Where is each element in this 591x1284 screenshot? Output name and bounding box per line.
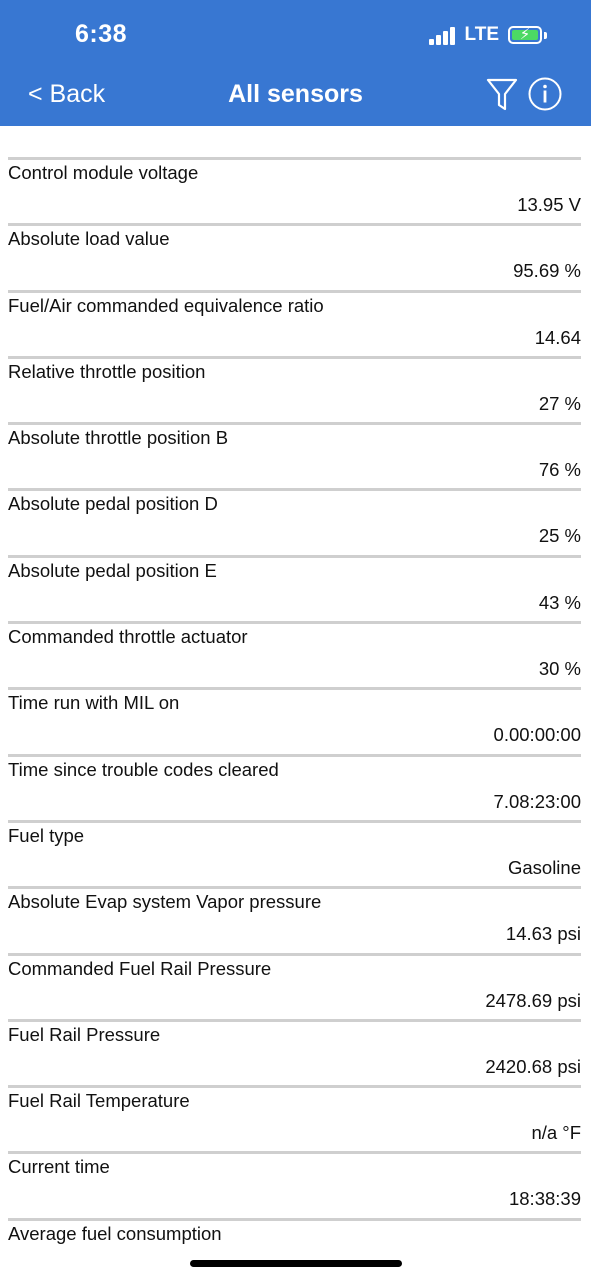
sensor-row[interactable]: [8, 1218, 581, 1284]
status-icons: [429, 22, 547, 48]
sensor-label: Fuel/Air commanded equivalence ratio: [8, 294, 324, 316]
battery-cap: [544, 32, 547, 39]
charging-bolt-icon: ⚡: [519, 26, 531, 43]
sensor-label: Fuel type: [8, 824, 85, 846]
sensor-row[interactable]: [8, 1151, 581, 1217]
battery-icon: [508, 26, 542, 44]
sensor-label: Relative throttle position: [8, 360, 206, 382]
sensor-label: Absolute load value: [8, 228, 170, 250]
sensor-row[interactable]: [8, 621, 581, 687]
sensor-row[interactable]: [8, 488, 581, 554]
network-type: LTE: [464, 24, 499, 45]
sensor-label: Absolute pedal position D: [8, 493, 218, 515]
sensor-row[interactable]: [8, 886, 581, 952]
sensor-row[interactable]: [8, 953, 581, 1019]
sensor-value: 14.63 psi: [505, 923, 581, 945]
sensor-value: 30 %: [538, 658, 581, 680]
sensor-value: 2420.68 psi: [485, 1055, 581, 1077]
sensor-value: 2478.69 psi: [485, 989, 581, 1011]
sensor-label: Current time: [8, 1156, 110, 1178]
sensor-label: Average fuel consumption: [8, 1222, 222, 1244]
sensor-label: Control module voltage: [8, 162, 199, 183]
sensor-value: 18:38:39: [508, 1188, 581, 1210]
sensor-row[interactable]: [8, 223, 581, 289]
info-icon[interactable]: [528, 77, 562, 111]
sensor-value: 27 %: [538, 392, 581, 414]
sensor-label: Fuel Rail Pressure: [8, 1023, 161, 1045]
status-time: 6:38: [75, 20, 128, 48]
sensor-row[interactable]: [8, 356, 581, 422]
sensor-value: 7.08:23:00: [493, 790, 581, 812]
home-indicator[interactable]: [190, 1260, 402, 1267]
sensor-list[interactable]: [0, 157, 591, 1244]
back-button[interactable]: < Back: [28, 80, 106, 108]
sensor-row[interactable]: [8, 555, 581, 621]
sensor-value: 76 %: [538, 459, 581, 481]
sensor-value: 0.00:00:00: [493, 724, 581, 746]
sensor-value: 25 %: [538, 525, 581, 547]
sensor-row[interactable]: [8, 157, 581, 223]
page-title: All sensors: [228, 80, 363, 108]
sensor-label: Absolute throttle position B: [8, 427, 229, 449]
sensor-label: Fuel Rail Temperature: [8, 1090, 190, 1112]
sensor-row[interactable]: [8, 1085, 581, 1151]
sensor-row[interactable]: [8, 754, 581, 820]
filter-icon[interactable]: [485, 77, 519, 113]
sensor-row[interactable]: [8, 422, 581, 488]
sensor-label: Absolute Evap system Vapor pressure: [8, 891, 322, 913]
sensor-value: 95.69 %: [513, 260, 581, 282]
sensor-value: 43 %: [538, 591, 581, 613]
sensor-row[interactable]: [8, 290, 581, 356]
signal-icon: [429, 25, 457, 45]
sensor-label: Time since trouble codes cleared: [8, 758, 279, 780]
sensor-label: Commanded throttle actuator: [8, 626, 248, 648]
sensor-label: Time run with MIL on: [8, 692, 180, 714]
header-bar: [0, 0, 591, 126]
sensor-row[interactable]: [8, 1019, 581, 1085]
sensor-value: 13.95 V: [517, 194, 581, 215]
sensor-value: n/a °F: [531, 1122, 581, 1144]
sensor-label: Absolute pedal position E: [8, 559, 217, 581]
sensor-label: Commanded Fuel Rail Pressure: [8, 957, 272, 979]
sensor-value: 14.64: [534, 326, 581, 348]
sensor-value: Gasoline: [507, 856, 581, 878]
sensor-row[interactable]: [8, 820, 581, 886]
sensor-row[interactable]: [8, 687, 581, 753]
